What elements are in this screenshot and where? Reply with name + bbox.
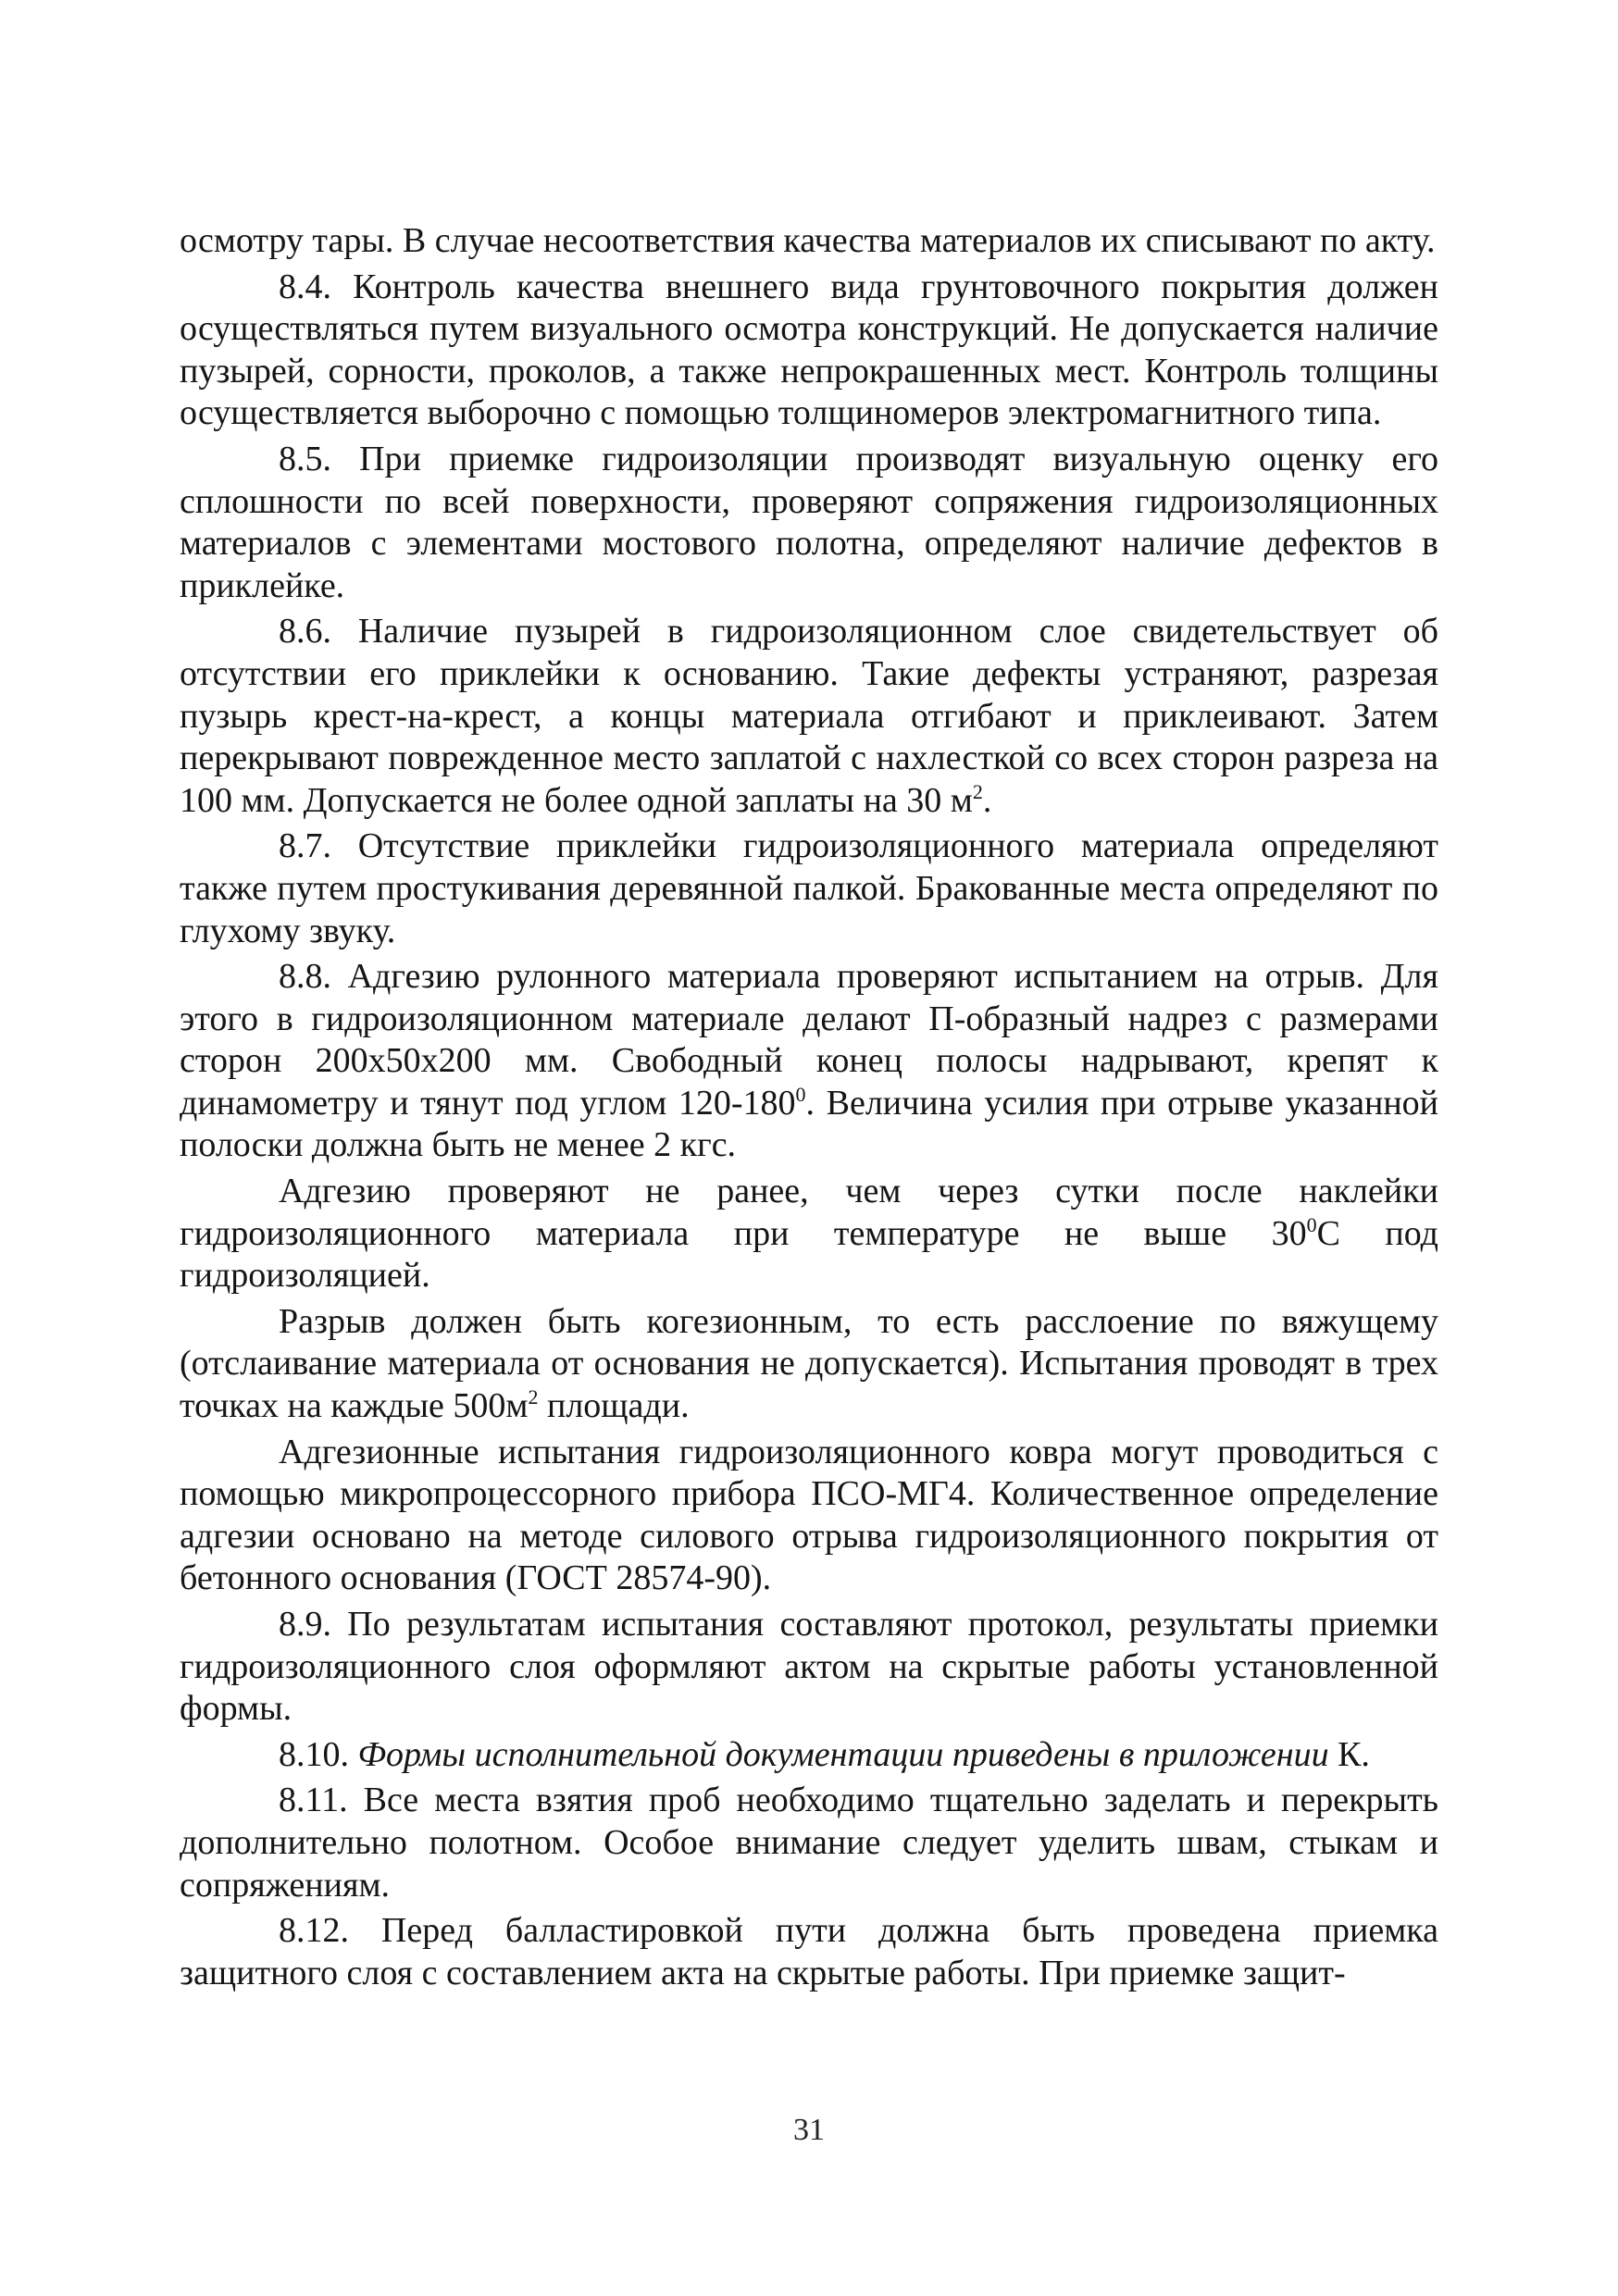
paragraph-adhesion-tests: Адгезионные испытания гидроизоляционного ковра могут проводиться с помощью микропроцессорного прибора ПСО-МГ4. Количественное определение адгезии основано на методе силового отрыва гидроизоляционного покрытия от бетонного основания (ГОСТ 28574-90). [180,1432,1438,1598]
superscript-square: 2 [972,779,983,803]
superscript-degree: 0 [1306,1212,1317,1236]
paragraph-8-11: 8.11. Все места взятия проб необходимо тщательно заделать и перекрыть дополнительно полотном. Особое внимание следует уделить швам, стыкам и сопряжениям. [180,1781,1438,1905]
paragraph-8-10-italic: Формы исполнительной документации приведены в приложении [357,1734,1329,1774]
paragraph-8-10-end: К. [1328,1734,1370,1774]
paragraph-8-9: 8.9. По результатам испытания составляют протокол, результаты приемки гидроизоляционного слоя оформляют актом на скрытые работы установленной формы. [180,1605,1438,1729]
paragraph-8-7: 8.7. Отсутствие приклейки гидроизоляционного материала определяют также путем простукивания деревянной палкой. Бракованные места определяют по глухому звуку. [180,826,1438,950]
superscript-square: 2 [528,1385,539,1409]
paragraph-8-8-text: 8.8. Адгезию рулонного материала проверяют испытанием на отрыв. Для этого в гидроизоляционном материале делают П-образный надрез с размерами сторон 200x50x200 мм. Свободный конец полосы надрывают, крепят к динамометру и тянут под углом 120-180 [180,957,1438,1123]
paragraph-8-6 [180,611,1438,822]
paragraph-8-6-text: 8.6. Наличие пузырей в гидроизоляционном слое свидетельствует об отсутствии его приклейки к основанию. Такие дефекты устраняют, разрезая пузырь крест-на-крест, а концы материала отгибают и приклеивают. Затем перекрывают поврежденное место заплатой с нахлесткой со всех сторон разреза на 100 мм. Допускается не более одной заплаты на 30 м [180,612,1438,820]
paragraph-8-10 [180,1734,1438,1777]
paragraph-8-5: 8.5. При приемке гидроизоляции производят визуальную оценку его сплошности по всей поверхности, проверяют сопряжения гидроизоляционных материалов с элементами мостового полотна, определяют наличие дефектов в приклейке. [180,439,1438,605]
paragraph-8-12: 8.12. Перед балластировкой пути должна быть проведена приемка защитного слоя с составлением акта на скрытые работы. При приемке защит- [180,1911,1438,1992]
paragraph-adhesion-check [180,1171,1438,1297]
body-text [180,220,1438,1998]
paragraph-adhesion-check-text: Адгезию проверяют не ранее, чем через сутки после наклейки гидроизоляционного материала при температуре не выше 30 [180,1172,1438,1253]
page-number: 31 [793,2113,825,2147]
paragraph-cohesive-break-text: Разрыв должен быть когезионным, то есть расслоение по вяжущему (отслаивание материала от основания не допускается). Испытания проводят в трех точках на каждые 500м [180,1301,1438,1426]
paragraph-adhesion-check-end: С под гидроизоляцией. [180,1213,1438,1296]
paragraph-cohesive-break-end: площади. [538,1386,690,1426]
paragraph-8-6-end: . [982,780,992,820]
superscript-degree: 0 [795,1082,806,1106]
paragraph-cohesive-break [180,1301,1438,1428]
paragraph-8-8-end: . Величина усилия при отрыве указанной полоски должна быть не менее 2 кгс. [180,1083,1439,1165]
paragraph-8-10-number: 8.10. [279,1734,358,1774]
paragraph-8-4: 8.4. Контроль качества внешнего вида грунтовочного покрытия должен осуществляться путем визуального осмотра конструкций. Не допускается наличие пузырей, сорности, проколов, а также непрокрашенных мест. Контроль толщины осуществляется выборочно с помощью толщиномеров электромагнитного типа. [180,267,1438,433]
paragraph-continuation: осмотру тары. В случае несоответствия качества материалов их списывают по акту. [180,221,1436,260]
paragraph-8-8 [180,956,1438,1167]
